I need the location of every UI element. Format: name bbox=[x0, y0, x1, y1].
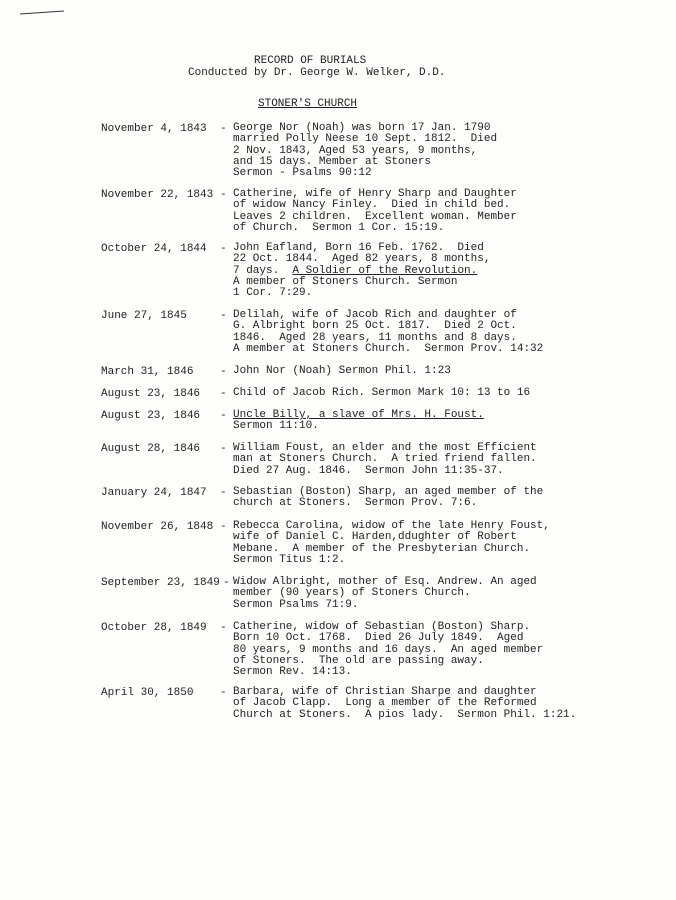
pen-mark bbox=[20, 10, 64, 14]
entry-dash: - bbox=[223, 577, 230, 589]
burial-date: October 28, 1849 bbox=[101, 622, 207, 634]
burial-date: October 24, 1844 bbox=[101, 243, 207, 255]
burial-description: Barbara, wife of Christian Sharpe and daughter of Jacob Clapp. Long a member of the Reformed Church at Stoners. A pios lady. Sermon Phil. 1:21. bbox=[233, 686, 577, 721]
burial-description: Catherine, widow of Sebastian (Boston) Sharp. Born 10 Oct. 1768. Died 26 July 1849. Aged 80 years, 9 months and 16 days. An aged member of Stoners. The old are passing away. Sermon Rev. 14:13. bbox=[233, 621, 544, 679]
entry-dash: - bbox=[220, 366, 227, 378]
burial-date: November 26, 1848 bbox=[101, 521, 214, 533]
slave-note: Uncle Billy, a slave of Mrs. H. Foust. bbox=[233, 409, 484, 421]
entry-dash: - bbox=[220, 443, 227, 455]
burial-description: Sebastian (Boston) Sharp, an aged member of the church at Stoners. Sermon Prov. 7:6. bbox=[233, 486, 544, 510]
entry-dash: - bbox=[220, 388, 227, 400]
burial-date: June 27, 1845 bbox=[101, 310, 187, 322]
entry-dash: - bbox=[220, 189, 227, 201]
entry-dash: - bbox=[220, 687, 227, 699]
burial-description: Catherine, wife of Henry Sharp and Daughter of widow Nancy Finley. Died in child bed. Leaves 2 children. Excellent woman. Member of Church. Sermon 1 Cor. 15:19. bbox=[233, 188, 517, 234]
burial-date: January 24, 1847 bbox=[101, 487, 207, 499]
burial-description: George Nor (Noah) was born 17 Jan. 1790 married Polly Neese 10 Sept. 1812. Died 2 Nov. 1843, Aged 53 years, 9 months, and 15 days. Member at Stoners Sermon - Psalms 90:12 bbox=[233, 122, 498, 180]
burial-description: Widow Albright, mother of Esq. Andrew. An aged member (90 years) of Stoners Church. Sermon Psalms 71:9. bbox=[233, 576, 537, 611]
burial-description: John Eafland, Born 16 Feb. 1762. Died 22 Oct. 1844. Aged 82 years, 8 months, 7 days. A Soldier of the Revolution. A member of Stoners Church. Sermon 1 Cor. 7:29. bbox=[233, 242, 491, 300]
burial-date: August 28, 1846 bbox=[101, 443, 201, 455]
burial-date: November 22, 1843 bbox=[101, 189, 214, 201]
burial-description: Rebecca Carolina, widow of the late Henry Foust, wife of Daniel C. Harden,ddughter of Robert Mebane. A member of the Presbyterian Church. Sermon Titus 1:2. bbox=[233, 520, 550, 566]
entry-dash: - bbox=[220, 410, 227, 422]
burial-date: March 31, 1846 bbox=[101, 366, 194, 378]
entry-dash: - bbox=[220, 123, 227, 135]
soldier-note: A Soldier of the Revolution. bbox=[292, 264, 478, 277]
burial-date: September 23, 1849 bbox=[101, 577, 220, 589]
entry-dash: - bbox=[220, 243, 227, 255]
entry-dash: - bbox=[220, 487, 227, 499]
entry-dash: - bbox=[220, 310, 227, 322]
burial-date: August 23, 1846 bbox=[101, 388, 201, 400]
burial-description: William Foust, an elder and the most Efficient man at Stoners Church. A tried friend fallen. Died 27 Aug. 1846. Sermon John 11:35-37. bbox=[233, 442, 537, 477]
burial-description: Delilah, wife of Jacob Rich and daughter of G. Albright born 25 Oct. 1817. Died 2 Oct. 1846. Aged 28 years, 11 months and 8 days. A member at Stoners Church. Sermon Prov. 14:32 bbox=[233, 309, 544, 355]
burial-description: John Nor (Noah) Sermon Phil. 1:23 bbox=[233, 365, 451, 377]
record-subtitle: Conducted by Dr. George W. Welker, D.D. bbox=[188, 67, 446, 79]
record-title: RECORD OF BURIALS bbox=[254, 55, 367, 67]
burial-date: August 23, 1846 bbox=[101, 410, 201, 422]
entry-dash: - bbox=[220, 622, 227, 634]
burial-date: April 30, 1850 bbox=[101, 687, 194, 699]
church-heading: STONER'S CHURCH bbox=[258, 98, 358, 110]
burial-description: Uncle Billy, a slave of Mrs. H. Foust. Sermon 11:10. bbox=[233, 409, 484, 433]
burial-date: November 4, 1843 bbox=[101, 123, 207, 135]
entry-dash: - bbox=[220, 521, 227, 533]
burial-description: Child of Jacob Rich. Sermon Mark 10: 13 to 16 bbox=[233, 387, 531, 399]
